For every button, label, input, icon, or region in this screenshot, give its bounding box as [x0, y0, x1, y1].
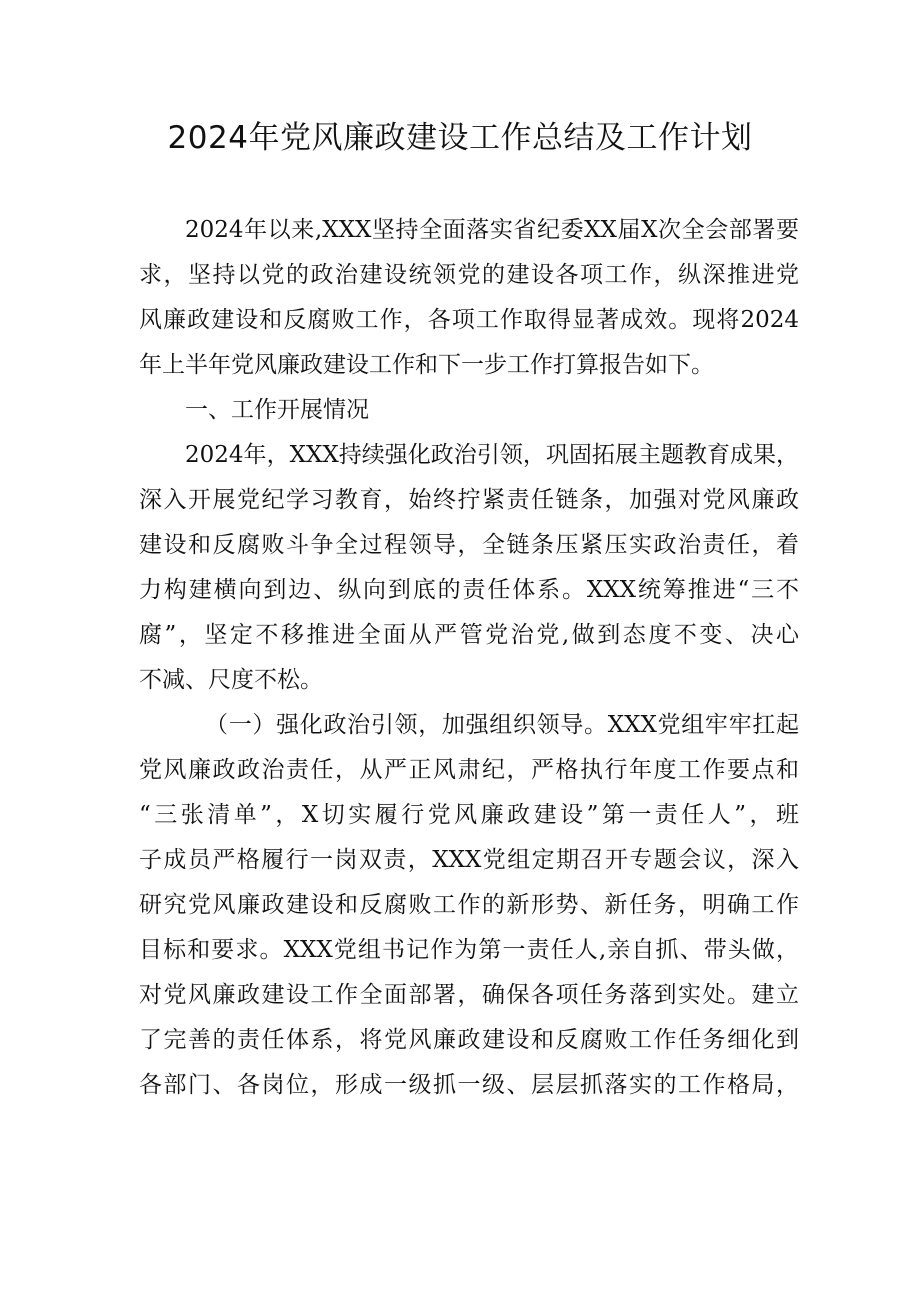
paragraph-line: 2024年以来,XXX坚持全面落实省纪委XX届X次全会部署要	[185, 217, 799, 243]
paragraph-line: “三张清单”，X切实履行党风廉政建设”第一责任人”，班	[139, 802, 799, 828]
document-title: 2024年党风廉政建设工作总结及工作计划	[167, 120, 753, 156]
paragraph-line: 对党风廉政建设工作全面部署，确保各项任务落到实处。建立	[139, 982, 799, 1008]
paragraph-line: 了完善的责任体系，将党风廉政建设和反腐败工作任务细化到	[139, 1027, 799, 1053]
paragraph-line: 深入开展党纪学习教育，始终拧紧责任链条，加强对党风廉政	[139, 487, 799, 513]
paragraph-line: 风廉政建设和反腐败工作，各项工作取得显著成效。现将2024	[139, 307, 799, 333]
paragraph-line: 党风廉政政治责任，从严正风肃纪，严格执行年度工作要点和	[139, 757, 799, 783]
paragraph-line: 年上半年党风廉政建设工作和下一步工作打算报告如下。	[139, 352, 714, 378]
paragraph-line: 子成员严格履行一岗双责，XXX党组定期召开专题会议，深入	[139, 847, 799, 873]
document-body	[139, 208, 799, 1108]
paragraph-line: 研究党风廉政建设和反腐败工作的新形势、新任务，明确工作	[139, 892, 799, 918]
paragraph-line: 不减、尺度不松。	[139, 667, 323, 693]
paragraph-line: 目标和要求。XXX党组书记作为第一责任人,亲自抓、带头做，	[139, 937, 799, 963]
paragraph-line: 力构建横向到边、纵向到底的责任体系。XXX统筹推进“三不	[139, 577, 799, 603]
paragraph-line: 各部门、各岗位，形成一级抓一级、层层抓落实的工作格局，	[139, 1072, 799, 1098]
paragraph-line: 2024年，XXX持续强化政治引领，巩固拓展主题教育成果，	[185, 442, 799, 468]
subsection-line: （一）强化政治引领，加强组织领导。XXX党组牢牢扛起	[205, 712, 799, 738]
paragraph-line: 腐”，坚定不移推进全面从严管党治党,做到态度不变、决心	[139, 622, 799, 648]
paragraph-line: 求，坚持以党的政治建设统领党的建设各项工作，纵深推进党	[139, 262, 799, 288]
paragraph-line: 建设和反腐败斗争全过程领导，全链条压紧压实政治责任，着	[139, 532, 799, 558]
section-heading: 一、工作开展情况	[185, 397, 369, 423]
